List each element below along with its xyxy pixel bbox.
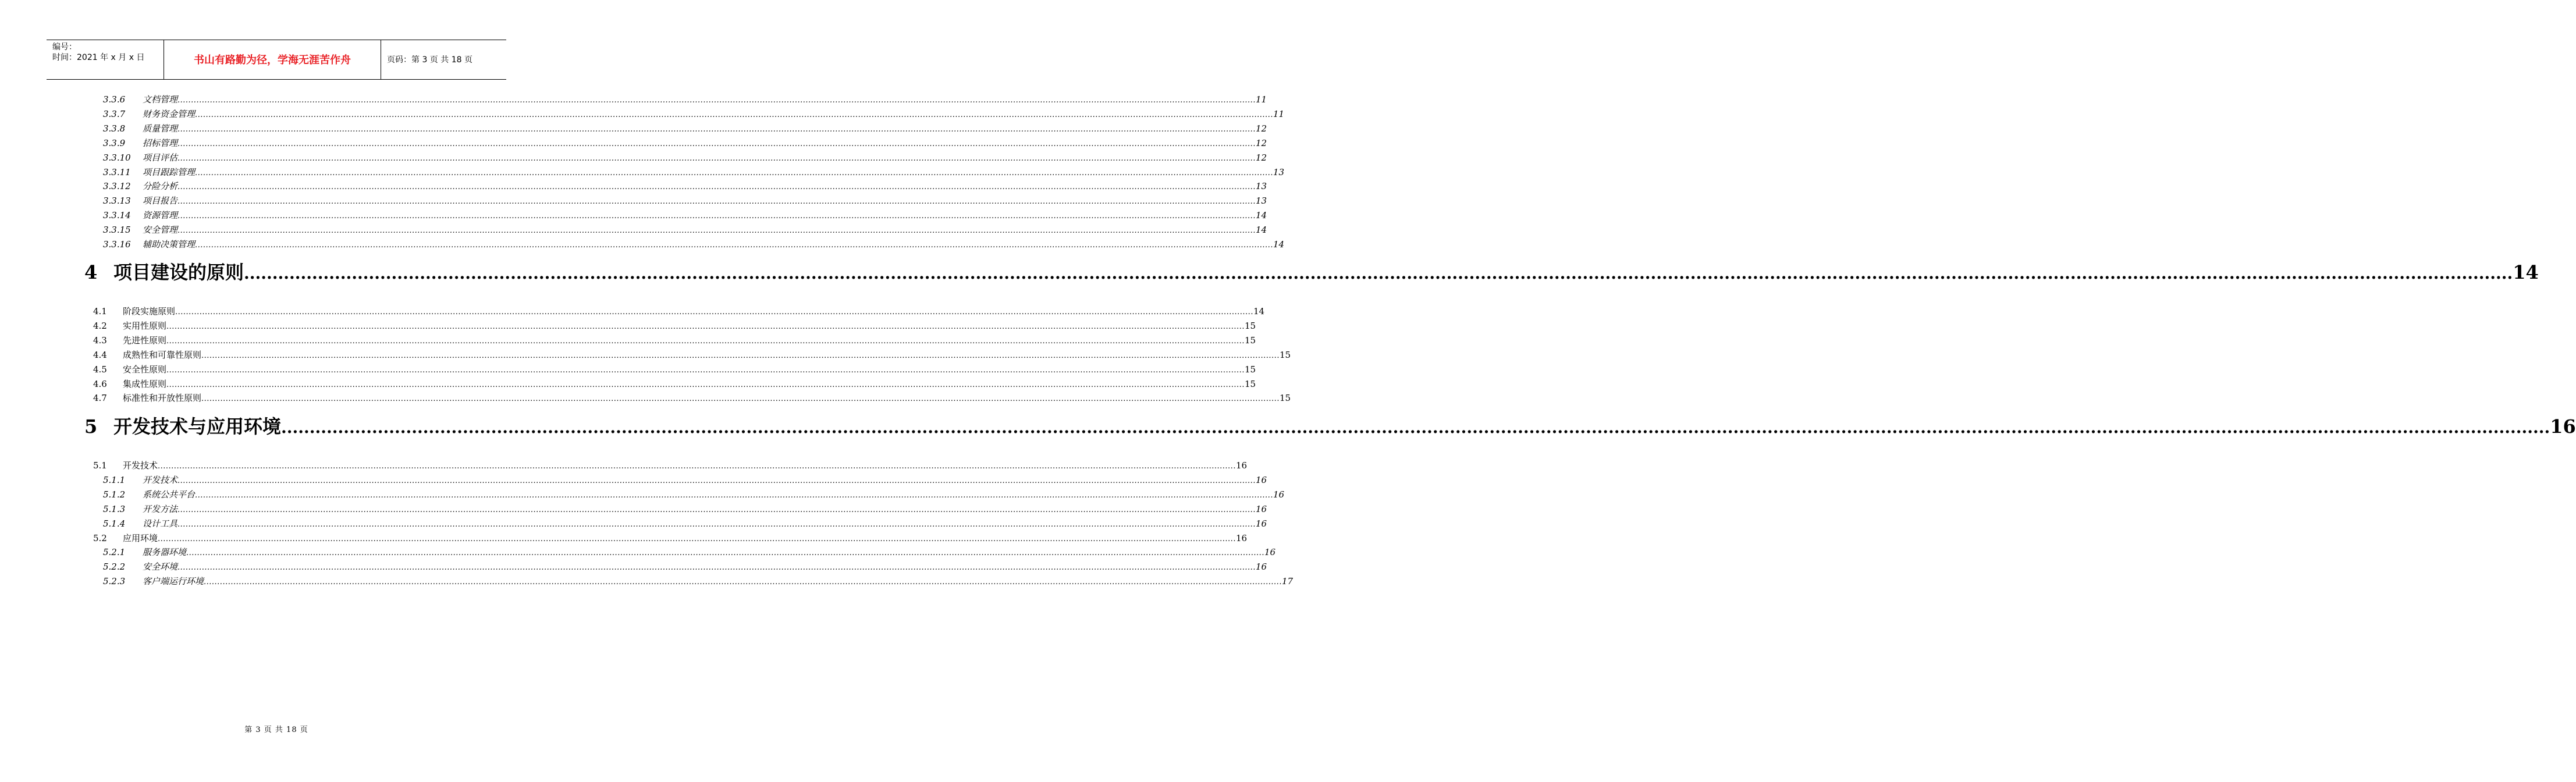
toc-entry[interactable] <box>0 319 1256 332</box>
toc-entry-leader-line <box>143 209 1267 223</box>
toc-dot-leader: ................................................................................................................................................................................................................................................................................................................................................................................................................ <box>158 462 1236 471</box>
toc-entry-number: 3.3.11 <box>103 167 131 177</box>
toc-entry-page-number: 11 <box>1273 109 1285 119</box>
toc-entry-title: 标准性和开放性原则 <box>123 393 202 403</box>
toc-entry-title: 先进性原则 <box>123 335 167 346</box>
header-motto-cell <box>164 40 381 79</box>
toc-entry[interactable] <box>0 238 1285 251</box>
toc-entry[interactable] <box>0 223 1267 236</box>
toc-entry-leader-line <box>123 363 1256 377</box>
toc-entry-leader-line <box>143 108 1285 122</box>
toc-entry-title: 开发方法 <box>143 504 178 514</box>
toc-entry[interactable] <box>0 209 1267 222</box>
toc-dot-leader: ................................................................................................................................................................................................................................................................................................................................................................................................................ <box>177 140 1256 148</box>
toc-entry-page-number: 16 <box>1255 504 1267 514</box>
toc-entry-page-number: 15 <box>1244 364 1256 375</box>
toc-entry-page-number: 12 <box>1255 152 1267 163</box>
toc-entry[interactable] <box>0 488 1285 501</box>
toc-entry[interactable] <box>0 575 1294 588</box>
toc-entry-number: 3.3.13 <box>103 196 131 206</box>
toc-entry-title: 安全管理 <box>143 225 178 235</box>
toc-entry-leader-line <box>143 546 1276 560</box>
toc-entry-leader-line <box>143 194 1267 208</box>
toc-entry[interactable] <box>0 349 1291 361</box>
toc-dot-leader: ................................................................................................................................................................................................................................................................................................................................................................................................................ <box>201 394 1280 403</box>
toc-entry-leader-line <box>123 532 1248 546</box>
toc-entry-number: 5.2 <box>93 533 107 543</box>
toc-entry-number: 5.1 <box>93 460 107 471</box>
toc-entry-title: 系统公共平台 <box>143 489 196 500</box>
toc-entry-title: 安全性原则 <box>123 364 167 375</box>
toc-entry-leader-line <box>143 575 1294 589</box>
toc-entry-page-number: 16 <box>2550 415 2576 438</box>
toc-entry[interactable] <box>0 532 1248 545</box>
toc-entry-leader-line <box>123 378 1256 392</box>
toc-entry-title: 项目评估 <box>143 152 178 163</box>
toc-dot-leader: ................................................................................................................................................................................................................................................................................................................................................................................................................ <box>195 111 1273 119</box>
toc-entry-leader-line <box>123 392 1291 406</box>
toc-entry-title: 客户端运行环境 <box>143 576 204 586</box>
toc-entry[interactable] <box>0 517 1267 530</box>
toc-entry[interactable] <box>0 560 1267 573</box>
toc-entry-page-number: 16 <box>1255 561 1267 572</box>
toc-entry-title: 项目报告 <box>143 196 178 206</box>
document-number-label: 编号： <box>52 42 77 52</box>
toc-dot-leader: ................................................................................................................................................................................................................................................................................................................................................................................................................ <box>281 418 2550 437</box>
toc-entry-leader-line <box>143 93 1267 107</box>
toc-entry-title: 项目跟踪管理 <box>143 167 196 177</box>
toc-dot-leader: ................................................................................................................................................................................................................................................................................................................................................................................................................ <box>177 154 1256 163</box>
toc-dot-leader: ................................................................................................................................................................................................................................................................................................................................................................................................................ <box>177 226 1256 235</box>
toc-entry-leader-line <box>123 349 1291 362</box>
toc-entry-number: 4.7 <box>93 393 107 403</box>
toc-entry-number: 4 <box>84 261 98 283</box>
toc-entry-title: 财务资金管理 <box>143 109 196 119</box>
toc-dot-leader: ................................................................................................................................................................................................................................................................................................................................................................................................................ <box>166 381 1245 389</box>
toc-entry-leader-line <box>143 238 1285 252</box>
toc-entry-title: 辅助决策管理 <box>143 239 196 250</box>
toc-dot-leader: ................................................................................................................................................................................................................................................................................................................................................................................................................ <box>186 549 1264 557</box>
toc-entry-page-number: 13 <box>1255 196 1267 206</box>
toc-entry-page-number: 15 <box>1244 335 1256 346</box>
toc-entry-page-number: 17 <box>1281 576 1294 586</box>
toc-chapter-entry[interactable] <box>0 415 2576 438</box>
toc-entry-title: 阶段实施原则 <box>123 306 176 317</box>
toc-dot-leader: ................................................................................................................................................................................................................................................................................................................................................................................................................ <box>201 351 1280 360</box>
toc-entry-page-number: 11 <box>1255 94 1267 105</box>
toc-entry-title: 文档管理 <box>143 94 178 105</box>
toc-entry-page-number: 12 <box>1255 138 1267 148</box>
toc-dot-leader: ................................................................................................................................................................................................................................................................................................................................................................................................................ <box>177 563 1256 572</box>
toc-entry-title: 开发技术 <box>143 475 178 485</box>
toc-entry-number: 4.5 <box>93 364 107 375</box>
toc-dot-leader: ................................................................................................................................................................................................................................................................................................................................................................................................................ <box>177 197 1256 206</box>
toc-dot-leader: ................................................................................................................................................................................................................................................................................................................................................................................................................ <box>177 96 1256 105</box>
toc-entry-title: 分险分析 <box>143 181 178 191</box>
toc-entry[interactable] <box>0 305 1265 318</box>
toc-entry-number: 3.3.15 <box>103 225 131 235</box>
toc-dot-leader: ................................................................................................................................................................................................................................................................................................................................................................................................................ <box>177 520 1256 529</box>
document-date-label: 时间：2021 年 x 月 x 日 <box>52 53 145 62</box>
toc-entry-number: 4.6 <box>93 379 107 389</box>
toc-entry-title: 开发技术与应用环境 <box>113 415 282 438</box>
toc-entry-leader-line <box>143 180 1267 194</box>
page-footer: 第 3 页 共 18 页 <box>244 726 308 734</box>
toc-entry-title: 应用环境 <box>123 533 158 543</box>
header-page-cell <box>381 40 506 79</box>
toc-entry-page-number: 15 <box>1279 350 1291 360</box>
toc-entry-leader-line <box>123 459 1248 473</box>
toc-entry[interactable] <box>0 151 1267 164</box>
toc-entry-number: 3.3.8 <box>103 123 126 134</box>
toc-entry-leader-line <box>123 334 1256 348</box>
toc-entry-number: 3.3.14 <box>103 210 131 221</box>
toc-entry-number: 5.1.1 <box>103 475 126 485</box>
toc-dot-leader: ................................................................................................................................................................................................................................................................................................................................................................................................................ <box>166 366 1245 375</box>
toc-entry-leader-line <box>143 488 1285 502</box>
toc-entry-leader-line <box>123 319 1256 333</box>
toc-entry[interactable] <box>0 194 1267 207</box>
toc-entry-leader-line <box>143 151 1267 165</box>
toc-entry-leader-line <box>113 415 2576 439</box>
toc-entry-number: 3.3.10 <box>103 152 131 163</box>
toc-entry-page-number: 14 <box>1255 225 1267 235</box>
toc-dot-leader: ................................................................................................................................................................................................................................................................................................................................................................................................................ <box>166 337 1245 346</box>
toc-entry-number: 3.3.6 <box>103 94 126 105</box>
toc-entry-page-number: 12 <box>1255 123 1267 134</box>
toc-entry-number: 3.3.7 <box>103 109 126 119</box>
toc-dot-leader: ................................................................................................................................................................................................................................................................................................................................................................................................................ <box>204 578 1282 586</box>
toc-dot-leader: ................................................................................................................................................................................................................................................................................................................................................................................................................ <box>195 491 1273 500</box>
toc-entry-title: 实用性原则 <box>123 321 167 331</box>
toc-dot-leader: ................................................................................................................................................................................................................................................................................................................................................................................................................ <box>177 212 1256 221</box>
toc-entry[interactable] <box>0 108 1285 120</box>
toc-entry-page-number: 13 <box>1273 167 1285 177</box>
toc-entry-page-number: 16 <box>1273 489 1285 500</box>
toc-entry-number: 5.2.3 <box>103 576 126 586</box>
toc-entry-title: 项目建设的原则 <box>113 261 244 283</box>
toc-entry-page-number: 14 <box>1273 239 1285 250</box>
toc-entry-number: 4.2 <box>93 321 107 331</box>
toc-entry-number: 5.2.2 <box>103 561 126 572</box>
toc-entry-title: 开发技术 <box>123 460 158 471</box>
toc-entry[interactable] <box>0 546 1276 559</box>
toc-entry-title: 服务器环境 <box>143 547 187 557</box>
toc-entry[interactable] <box>0 474 1267 486</box>
toc-entry-number: 4.4 <box>93 350 107 360</box>
toc-entry-title: 成熟性和可靠性原则 <box>123 350 202 360</box>
toc-entry[interactable] <box>0 166 1285 179</box>
toc-entry-number: 5.1.3 <box>103 504 126 514</box>
toc-entry-page-number: 16 <box>1235 533 1248 543</box>
toc-entry-title: 设计工具 <box>143 518 178 529</box>
toc-dot-leader: ................................................................................................................................................................................................................................................................................................................................................................................................................ <box>177 506 1256 514</box>
toc-entry-page-number: 15 <box>1244 321 1256 331</box>
toc-entry-page-number: 15 <box>1244 379 1256 389</box>
toc-entry-page-number: 14 <box>2513 261 2539 283</box>
toc-entry[interactable] <box>0 334 1256 347</box>
toc-entry-leader-line <box>143 122 1267 136</box>
toc-dot-leader: ................................................................................................................................................................................................................................................................................................................................................................................................................ <box>244 264 2513 283</box>
toc-entry[interactable] <box>0 378 1256 390</box>
toc-entry-title: 质量管理 <box>143 123 178 134</box>
toc-dot-leader: ................................................................................................................................................................................................................................................................................................................................................................................................................ <box>177 183 1256 191</box>
toc-entry[interactable] <box>0 363 1256 376</box>
header-motto: 书山有路勤为径，学海无涯苦作舟 <box>194 54 351 66</box>
toc-dot-leader: ................................................................................................................................................................................................................................................................................................................................................................................................................ <box>195 241 1273 250</box>
toc-dot-leader: ................................................................................................................................................................................................................................................................................................................................................................................................................ <box>158 535 1236 543</box>
toc-entry-number: 3.3.16 <box>103 239 131 250</box>
toc-entry[interactable] <box>0 137 1267 150</box>
toc-entry-leader-line <box>143 560 1267 574</box>
toc-entry-number: 5 <box>84 415 98 438</box>
toc-entry-number: 4.3 <box>93 335 107 346</box>
toc-dot-leader: ................................................................................................................................................................................................................................................................................................................................................................................................................ <box>175 308 1253 317</box>
toc-entry-number: 3.3.9 <box>103 138 126 148</box>
toc-entry-page-number: 16 <box>1255 518 1267 529</box>
toc-dot-leader: ................................................................................................................................................................................................................................................................................................................................................................................................................ <box>177 477 1256 485</box>
toc-entry-page-number: 13 <box>1255 181 1267 191</box>
toc-chapter-entry[interactable] <box>0 261 2539 284</box>
toc-entry-number: 5.1.2 <box>103 489 126 500</box>
toc-entry-page-number: 15 <box>1279 393 1291 403</box>
header-meta-cell <box>47 40 164 79</box>
toc-entry[interactable] <box>0 122 1267 135</box>
toc-dot-leader: ................................................................................................................................................................................................................................................................................................................................................................................................................ <box>166 322 1245 331</box>
toc-entry[interactable] <box>0 392 1291 404</box>
toc-entry-leader-line <box>143 166 1285 180</box>
toc-entry-leader-line <box>123 305 1265 319</box>
toc-entry[interactable] <box>0 180 1267 193</box>
toc-dot-leader: ................................................................................................................................................................................................................................................................................................................................................................................................................ <box>177 125 1256 134</box>
page-header <box>47 40 506 80</box>
toc-entry-number: 5.1.4 <box>103 518 126 529</box>
toc-entry[interactable] <box>0 503 1267 516</box>
toc-entry-leader-line <box>113 261 2539 285</box>
toc-entry-leader-line <box>143 517 1267 531</box>
toc-entry-page-number: 14 <box>1255 210 1267 221</box>
toc-entry-number: 4.1 <box>93 306 107 317</box>
toc-entry-title: 资源管理 <box>143 210 178 221</box>
toc-entry-page-number: 16 <box>1255 475 1267 485</box>
toc-entry-title: 集成性原则 <box>123 379 167 389</box>
toc-entry-title: 安全环境 <box>143 561 178 572</box>
toc-entry-leader-line <box>143 223 1267 237</box>
toc-entry-page-number: 16 <box>1264 547 1276 557</box>
toc-entry-title: 招标管理 <box>143 138 178 148</box>
toc-entry-leader-line <box>143 474 1267 488</box>
toc-entry-page-number: 16 <box>1235 460 1248 471</box>
toc-entry-leader-line <box>143 503 1267 517</box>
toc-entry-number: 3.3.12 <box>103 181 131 191</box>
toc-entry[interactable] <box>0 93 1267 106</box>
toc-dot-leader: ................................................................................................................................................................................................................................................................................................................................................................................................................ <box>195 169 1273 177</box>
toc-entry-leader-line <box>143 137 1267 151</box>
header-page-info: 页码：第 3 页 共 18 页 <box>387 55 472 65</box>
toc-entry-number: 5.2.1 <box>103 547 126 557</box>
toc-entry-page-number: 14 <box>1253 306 1265 317</box>
toc-entry[interactable] <box>0 459 1248 472</box>
